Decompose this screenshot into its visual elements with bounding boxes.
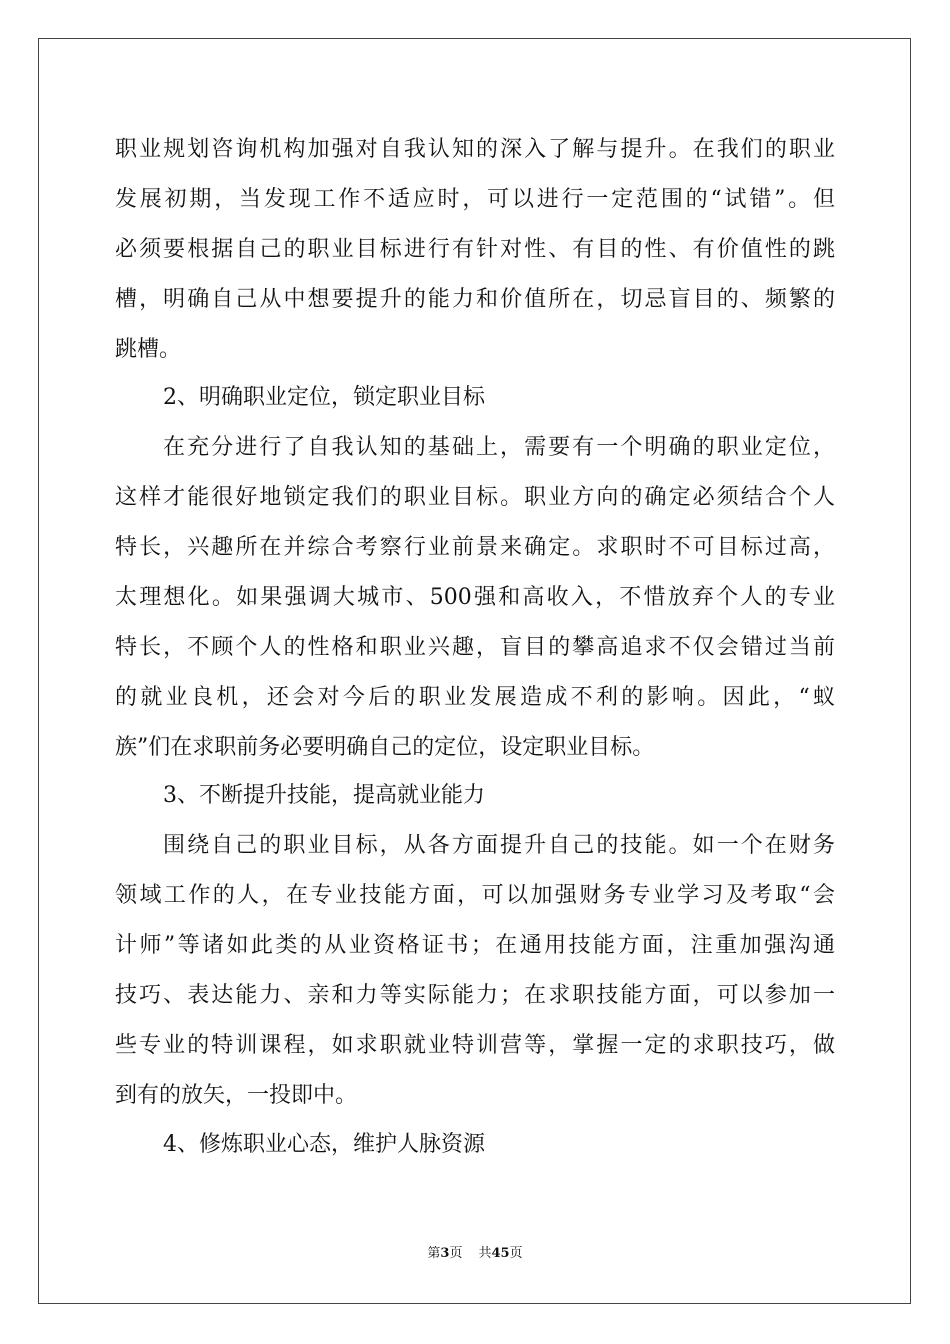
paragraph-line: 些专业的特训课程，如求职就业特训营等，掌握一定的求职技巧，做 <box>115 1033 835 1058</box>
paragraph-line: 必须要根据自己的职业目标进行有针对性、有目的性、有价值性的跳 <box>115 237 835 262</box>
paragraph-line: 技巧、表达能力、亲和力等实际能力；在求职技能方面，可以参加一 <box>115 983 835 1008</box>
paragraph-line: 跳槽。 <box>115 337 182 362</box>
paragraph-line: 发展初期，当发现工作不适应时，可以进行一定范围的“试错”。但 <box>115 187 835 212</box>
paragraph-line: 领域工作的人，在专业技能方面，可以加强财务专业学习及考取“会 <box>115 883 835 908</box>
paragraph-line: 到有的放矢，一投即中。 <box>115 1083 358 1108</box>
page-number: 3 <box>440 1246 450 1261</box>
paragraph-line: 特长，不顾个人的性格和职业兴趣，盲目的攀高追求不仅会错过当前 <box>115 635 835 660</box>
paragraph-line: 围绕自己的职业目标，从各方面提升自己的技能。如一个在财务 <box>163 833 835 858</box>
page-suffix: 页 <box>449 1246 463 1261</box>
total-pages: 45 <box>491 1246 510 1261</box>
page-prefix: 第 <box>427 1246 441 1261</box>
paragraph-line: 槽，明确自己从中想要提升的能力和价值所在，切忌盲目的、频繁的 <box>115 287 835 312</box>
paragraph-line: 计师”等诸如此类的从业资格证书；在通用技能方面，注重加强沟通 <box>115 933 835 958</box>
paragraph-line: 在充分进行了自我认知的基础上，需要有一个明确的职业定位， <box>163 435 835 460</box>
paragraph-line: 族”们在求职前务必要明确自己的定位，设定职业目标。 <box>115 735 655 760</box>
paragraph-line: 特长，兴趣所在并综合考察行业前景来确定。求职时不可目标过高， <box>115 535 835 560</box>
page-footer <box>0 1244 950 1264</box>
paragraph-line: 的就业良机，还会对今后的职业发展造成不利的影响。因此，“蚁 <box>115 685 835 710</box>
section-heading: 2、明确职业定位，锁定职业目标 <box>163 385 485 410</box>
section-heading: 4、修炼职业心态，维护人脉资源 <box>163 1132 485 1157</box>
total-prefix: 共 <box>478 1246 492 1261</box>
total-suffix: 页 <box>509 1246 523 1261</box>
section-heading: 3、不断提升技能，提高就业能力 <box>163 783 485 808</box>
paragraph-line: 这样才能很好地锁定我们的职业目标。职业方向的确定必须结合个人 <box>115 485 835 510</box>
paragraph-line: 太理想化。如果强调大城市、500强和高收入，不惜放弃个人的专业 <box>115 585 835 610</box>
paragraph-line: 职业规划咨询机构加强对自我认知的深入了解与提升。在我们的职业 <box>115 137 835 162</box>
